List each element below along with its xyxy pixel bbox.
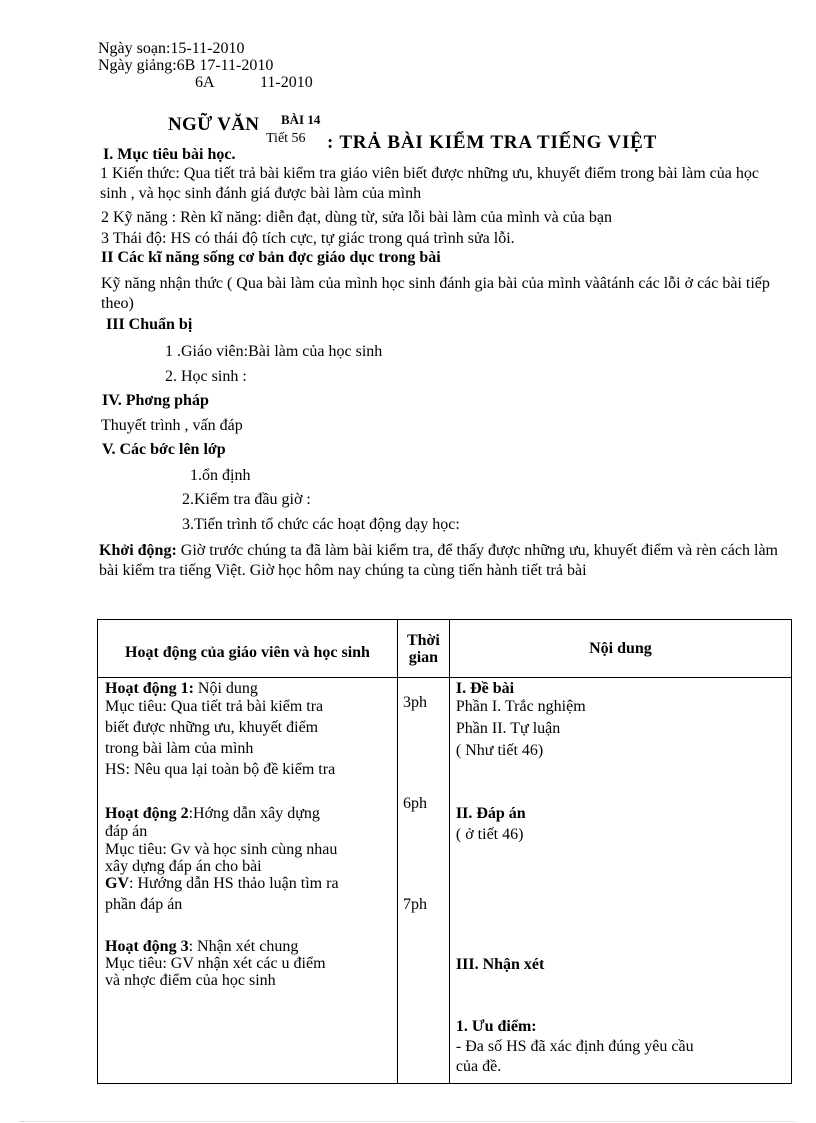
activity-1-line: trong bài làm của mình	[105, 740, 254, 757]
objective-attitude: 3 Thái độ: HS có thái độ tích cực, tự giác trong quá trình sửa lỗi.	[101, 230, 515, 247]
content-strengths-line: - Đa số HS đã xác định đúng yêu cầu	[455, 1038, 694, 1055]
section-4-heading: IV. Phơng pháp	[102, 392, 209, 409]
activity-1-line: HS: Nêu qua lại toàn bộ đề kiểm tra	[105, 761, 336, 778]
class-6a-date: 11-2010	[260, 74, 313, 91]
life-skills-text: Kỹ năng nhận thức ( Qua bài làm của mình học sinh đánh gia bài của mình vàâtánh các lỗi ở các bài tiếp theo)	[101, 275, 770, 312]
header-time: Thời gian	[397, 620, 449, 678]
lesson-title: : TRẢ BÀI KIỂM TRA TIẾNG VIỆT	[327, 132, 658, 153]
objective-skills: 2 Kỹ năng : Rèn kĩ năng: diễn đạt, dùng từ, sửa lỗi bài làm của mình và của bạn	[101, 209, 613, 226]
content-strengths-line: của đề.	[455, 1058, 502, 1075]
section-1-heading: I. Mục tiêu bài học.	[103, 146, 236, 163]
content-ref-2: ( ở tiết 46)	[455, 826, 524, 843]
activity-1-heading: Hoạt động 1: Nội dung	[105, 680, 258, 697]
table-row	[98, 678, 792, 1084]
section-2-heading: II Các kĩ năng sống cơ bản đợc giáo dục trong bài	[101, 249, 441, 266]
header-activities: Hoạt động của giáo viên và học sinh	[98, 620, 398, 678]
period-number: Tiết 56	[266, 131, 306, 146]
content-cell	[449, 678, 791, 1084]
content-exam: I. Đề bài	[455, 680, 515, 697]
page-bottom-divider	[20, 1121, 796, 1122]
header-content: Nội dung	[449, 620, 791, 678]
section-5-heading: V. Các bớc lên lớp	[102, 441, 226, 458]
activity-1-line: Mục tiêu: Qua tiết trả bài kiểm tra	[105, 698, 324, 715]
lesson-number: BÀI 14	[281, 112, 321, 127]
date-taught: Ngày giảng:6B 17-11-2010	[98, 57, 274, 74]
prep-student: 2. Học sinh :	[165, 368, 247, 385]
activity-3-line: và nhợc điểm của học sinh	[105, 972, 276, 989]
time-activity-3: 7ph	[402, 896, 427, 913]
content-answers: II. Đáp án	[455, 805, 526, 822]
activity-2-line: phần đáp án	[105, 896, 183, 913]
activity-2-line: xây dựng đáp án cho bài	[105, 858, 262, 875]
class-6a: 6A	[195, 74, 215, 91]
warm-up-label: Khởi động:	[99, 542, 177, 559]
content-strengths: 1. Ưu điểm:	[455, 1018, 537, 1035]
lesson-plan-table	[97, 619, 792, 1084]
activity-2-heading: Hoạt động 2:Hớng dẫn xây dựng	[105, 805, 320, 822]
activity-1-line: biết được những ưu, khuyết điểm	[105, 719, 319, 736]
section-3-heading: III Chuẩn bị	[106, 316, 193, 333]
method-text: Thuyết trình , vấn đáp	[101, 417, 243, 434]
warm-up-text: Giờ trước chúng ta đã làm bài kiểm tra, để thấy được những ưu, khuyết điểm và rèn cách làm bài kiểm tra tiếng Việt. Giờ học hôm nay chúng ta cùng tiến hành tiết trả bài	[99, 542, 778, 579]
time-cell	[397, 678, 449, 1084]
table-header-row	[98, 620, 792, 678]
content-part-2: Phần II. Tự luận	[455, 720, 561, 737]
activity-3-heading: Hoạt động 3: Nhận xét chung	[105, 938, 299, 955]
activities-cell	[98, 678, 398, 1084]
step-process: 3.Tiến trình tổ chức các hoạt động dạy học:	[182, 516, 460, 533]
date-prepared: Ngày soạn:15-11-2010	[98, 40, 245, 57]
step-check: 2.Kiểm tra đầu giờ :	[182, 491, 311, 508]
subject-title: NGỮ VĂN	[168, 114, 260, 135]
activity-2-gv-line: GV: Hướng dẫn HS thảo luận tìm ra	[105, 875, 339, 892]
warm-up-paragraph	[99, 541, 789, 581]
content-comments: III. Nhận xét	[455, 956, 545, 973]
activity-2-line: đáp án	[105, 823, 148, 840]
activity-3-line: Mục tiêu: GV nhận xét các u điểm	[105, 955, 326, 972]
time-activity-2: 6ph	[402, 795, 427, 812]
content-ref-1: ( Như tiết 46)	[455, 742, 544, 759]
content-part-1: Phần I. Trắc nghiệm	[455, 698, 586, 715]
time-activity-1: 3ph	[402, 694, 427, 711]
activity-2-line: Mục tiêu: Gv và học sinh cùng nhau	[105, 841, 338, 858]
prep-teacher: 1 .Giáo viên:Bài làm của học sinh	[165, 343, 383, 360]
objective-knowledge: 1 Kiến thức: Qua tiết trả bài kiểm tra giáo viên biết được những ưu, khuyết điểm trong bài làm của học sinh , và học sinh đánh giá được bài làm của mình	[100, 165, 759, 202]
step-stabilize: 1.ổn định	[190, 467, 251, 484]
